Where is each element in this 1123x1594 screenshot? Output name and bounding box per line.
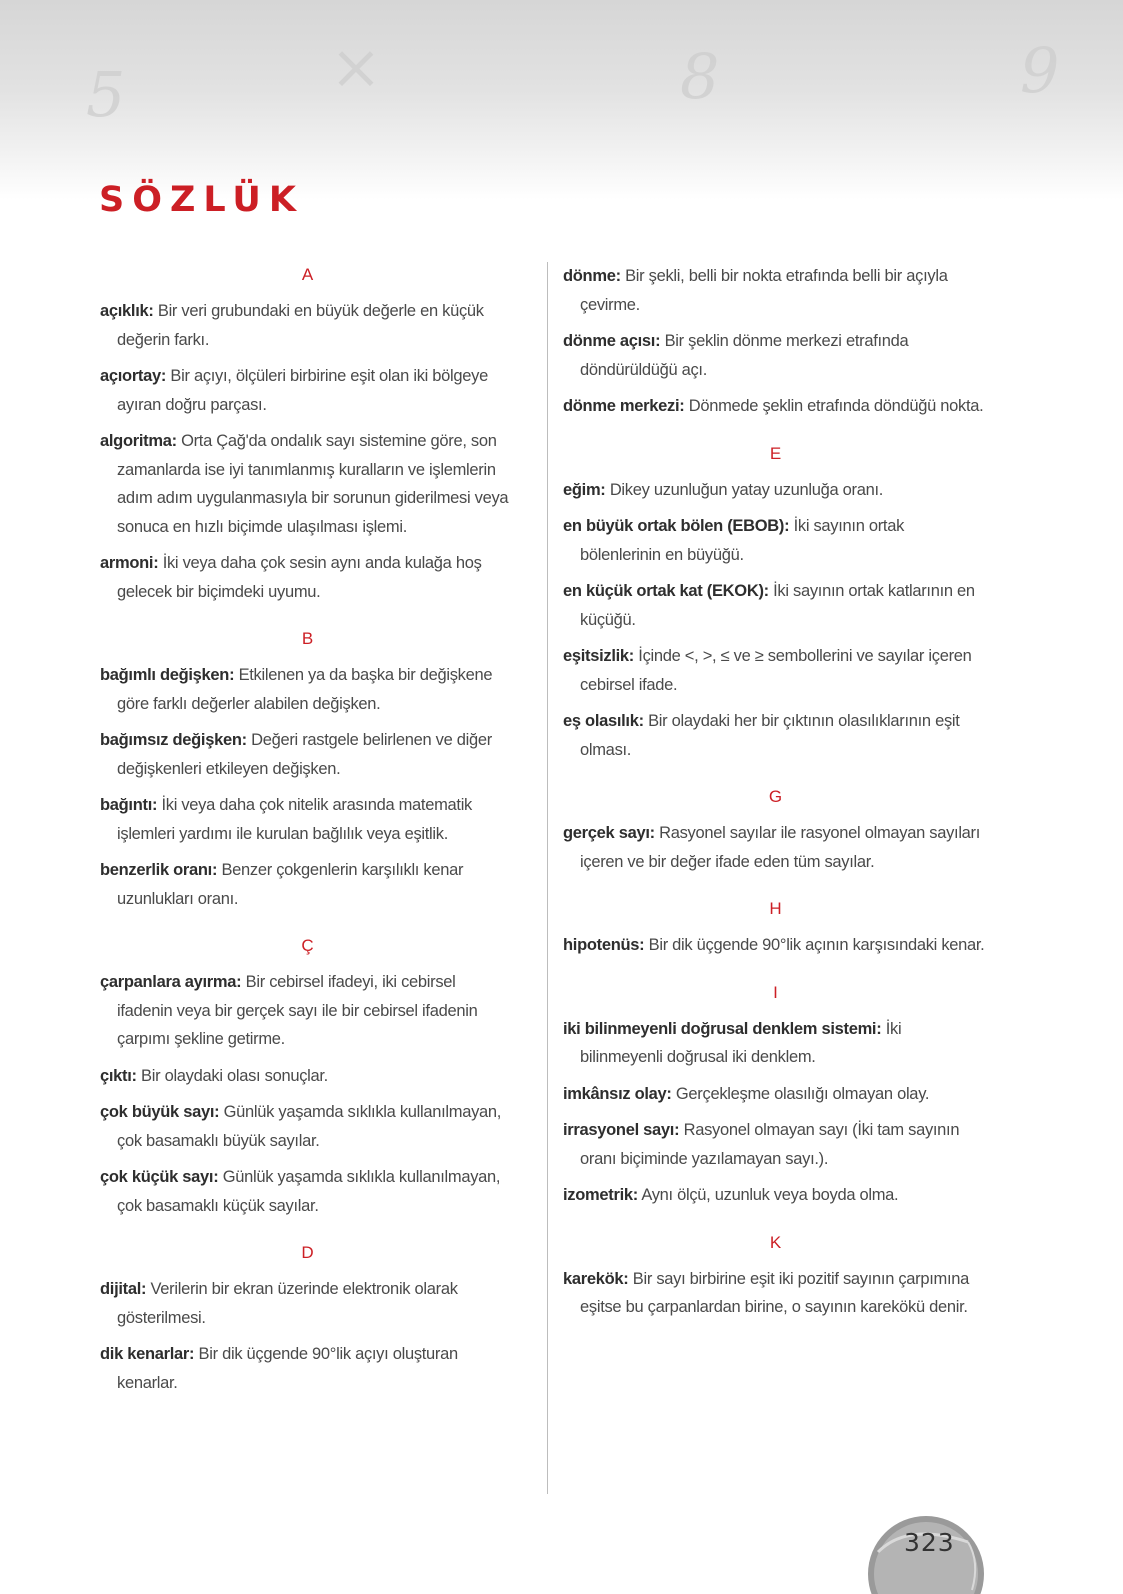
glossary-entry	[100, 661, 515, 718]
entry-definition: Gerçekleşme olasılığı olmayan olay.	[675, 1084, 930, 1103]
glossary-entry	[563, 327, 988, 384]
decorative-digit: 5	[86, 58, 126, 131]
entry-definition: Bir dik üçgende 90°lik açının karşısındaki kenar.	[648, 936, 985, 954]
entry-term: en küçük ortak kat (EKOK):	[563, 582, 769, 600]
glossary-entry	[100, 362, 515, 419]
glossary-entry	[100, 968, 515, 1054]
glossary-entry	[100, 1062, 515, 1091]
entry-definition: Benzer çokgenlerin karşılıklı kenar uzunlukları oranı.	[117, 861, 464, 908]
entry-term: algoritma:	[100, 432, 177, 450]
decorative-symbol: ×	[330, 30, 382, 103]
entry-definition: İki bilinmeyenli doğrusal iki denklem.	[580, 1019, 902, 1066]
glossary-section	[563, 1230, 988, 1322]
entry-definition: Aynı ölçü, uzunluk veya boyda olma.	[641, 1186, 899, 1204]
glossary-section	[563, 784, 988, 876]
entry-term: çıktı:	[100, 1066, 137, 1085]
entry-definition: Bir dik üçgende 90°lik açıyı oluşturan kenarlar.	[117, 1345, 458, 1392]
entry-definition: Bir sayı birbirine eşit iki pozitif sayının çarpımına eşitse bu çarpanlardan birine, o sayının karekökü denir.	[580, 1269, 970, 1316]
glossary-entry	[563, 1015, 988, 1072]
entry-term: gerçek sayı:	[563, 824, 655, 842]
section-letter: E	[769, 443, 782, 463]
glossary-entry	[563, 262, 988, 319]
entry-definition: İki veya daha çok nitelik arasında matematik işlemleri yardımı ile kurulan bağlılık veya eşitlik.	[117, 796, 473, 843]
entry-definition: Bir olaydaki olası sonuçlar.	[141, 1066, 328, 1085]
entry-term: hipotenüs:	[563, 936, 645, 954]
entry-definition: Rasyonel sayılar ile rasyonel olmayan sayıları içeren ve bir değer ifade eden tüm sayılar.	[580, 824, 981, 871]
entry-term: dijital:	[100, 1280, 147, 1298]
entry-definition: İki sayının ortak bölenlerinin en büyüğü.	[580, 517, 905, 564]
entry-term: dönme açısı:	[563, 332, 661, 350]
glossary-entry	[100, 297, 515, 354]
entry-definition: Bir olaydaki her bir çıktının olasılıklarının eşit olması.	[580, 712, 960, 759]
glossary-entry	[563, 642, 988, 699]
section-letter: Ç	[301, 936, 314, 955]
entry-term: en büyük ortak bölen (EBOB):	[563, 517, 790, 535]
glossary-entry	[100, 1275, 515, 1332]
glossary-entry	[100, 1098, 515, 1155]
glossary-entry	[563, 1080, 988, 1109]
section-letter: A	[301, 265, 314, 284]
entry-term: dönme:	[563, 267, 621, 285]
entry-term: irrasyonel sayı:	[563, 1121, 680, 1139]
entry-term: çok büyük sayı:	[100, 1103, 220, 1121]
entry-term: eş olasılık:	[563, 712, 644, 730]
entry-definition: Dikey uzunluğun yatay uzunluğa oranı.	[609, 480, 884, 499]
entry-definition: Bir açıyı, ölçüleri birbirine eşit olan iki bölgeye ayıran doğru parçası.	[117, 367, 488, 414]
entry-term: dik kenarlar:	[100, 1345, 195, 1363]
glossary-entry	[100, 856, 515, 913]
entry-term: eşitsizlik:	[563, 647, 634, 665]
entry-term: iki bilinmeyenli doğrusal denklem sistemi:	[563, 1019, 882, 1038]
section-letter: H	[769, 899, 782, 918]
glossary-section	[563, 441, 988, 765]
entry-term: bağımsız değişken:	[100, 731, 247, 749]
glossary-entry	[563, 707, 988, 764]
entry-term: açıortay:	[100, 367, 167, 385]
section-letter: B	[301, 629, 314, 648]
glossary-entry	[100, 1340, 515, 1397]
glossary-left-column	[100, 262, 515, 1417]
glossary-section	[100, 626, 515, 913]
glossary-section	[563, 980, 988, 1210]
glossary-entry	[563, 1265, 988, 1322]
glossary-section	[100, 1240, 515, 1397]
glossary-right-column	[563, 262, 988, 1342]
page-number: 323	[904, 1528, 955, 1557]
entry-definition: İçinde <, >, ≤ ve ≥ sembollerini ve sayılar içeren cebirsel ifade.	[580, 647, 972, 694]
decorative-digit: 8	[680, 40, 720, 113]
glossary-entry	[563, 931, 988, 960]
section-letter: G	[768, 787, 783, 806]
glossary-entry	[563, 577, 988, 634]
entry-term: imkânsız olay:	[563, 1084, 672, 1103]
glossary-entry	[563, 819, 988, 876]
entry-term: armoni:	[100, 554, 159, 572]
glossary-entry	[100, 427, 515, 541]
column-divider	[547, 262, 548, 1494]
entry-definition: Orta Çağ'da ondalık sayı sistemine göre, son zamanlarda ise iyi tanımlanmış kuralların ve işlemlerin adım adım uygulanmasıyla bir sorunun giderilmesi veya sonuca en hızlı biçimde ulaşılması işlemi.	[117, 432, 509, 536]
glossary-section	[563, 896, 988, 960]
entry-definition: İki sayının ortak katlarının en küçüğü.	[580, 582, 975, 629]
glossary-section	[100, 262, 515, 606]
entry-definition: Verilerin bir ekran üzerinde elektronik olarak gösterilmesi.	[117, 1280, 458, 1327]
entry-definition: Bir şekli, belli bir nokta etrafında belli bir açıyla çevirme.	[580, 267, 948, 314]
entry-definition: Günlük yaşamda sıklıkla kullanılmayan, çok basamaklı küçük sayılar.	[117, 1168, 501, 1215]
entry-definition: Bir şeklin dönme merkezi etrafında döndürüldüğü açı.	[580, 332, 909, 379]
section-letter: D	[301, 1243, 314, 1262]
entry-definition: Rasyonel olmayan sayı (İki tam sayının oranı biçiminde yazılamayan sayı.).	[580, 1121, 960, 1168]
decorative-digit: 9	[1020, 34, 1060, 107]
entry-term: izometrik:	[563, 1186, 638, 1204]
entry-definition: Bir veri grubundaki en büyük değerle en küçük değerin farkı.	[117, 302, 484, 349]
glossary-entry	[563, 512, 988, 569]
glossary-entry	[100, 549, 515, 606]
entry-definition: Bir cebirsel ifadeyi, iki cebirsel ifadenin veya bir gerçek sayı ile bir cebirsel ifadenin çarpımı şekline getirme.	[117, 973, 478, 1048]
entry-definition: Değeri rastgele belirlenen ve diğer değişkenleri etkileyen değişken.	[117, 731, 492, 778]
glossary-entry	[563, 1181, 988, 1210]
glossary-entry	[563, 1116, 988, 1173]
section-letter: K	[769, 1232, 782, 1252]
glossary-entry	[100, 791, 515, 848]
entry-term: eğim:	[563, 480, 606, 499]
glossary-entry	[100, 1163, 515, 1220]
entry-term: dönme merkezi:	[563, 397, 685, 415]
entry-term: çok küçük sayı:	[100, 1168, 219, 1186]
glossary-section	[563, 262, 988, 421]
page-title: SÖZLÜK	[99, 180, 304, 220]
header-banner	[0, 0, 1123, 200]
entry-term: bağımlı değişken:	[100, 666, 235, 684]
section-letter: I	[773, 982, 778, 1002]
glossary-entry	[100, 726, 515, 783]
entry-term: çarpanlara ayırma:	[100, 973, 242, 991]
glossary-entry	[563, 476, 988, 505]
glossary-section	[100, 933, 515, 1220]
entry-term: açıklık:	[100, 302, 154, 320]
entry-definition: Etkilenen ya da başka bir değişkene göre farklı değerler alabilen değişken.	[117, 666, 493, 713]
entry-term: benzerlik oranı:	[100, 861, 218, 879]
entry-definition: Günlük yaşamda sıklıkla kullanılmayan, çok basamaklı büyük sayılar.	[117, 1103, 502, 1150]
entry-term: bağıntı:	[100, 796, 158, 814]
glossary-entry	[563, 392, 988, 421]
page-number-badge	[868, 1512, 986, 1594]
entry-term: karekök:	[563, 1269, 629, 1288]
entry-definition: İki veya daha çok sesin aynı anda kulağa hoş gelecek bir biçimdeki uyumu.	[117, 554, 482, 601]
entry-definition: Dönmede şeklin etrafında döndüğü nokta.	[688, 397, 984, 415]
